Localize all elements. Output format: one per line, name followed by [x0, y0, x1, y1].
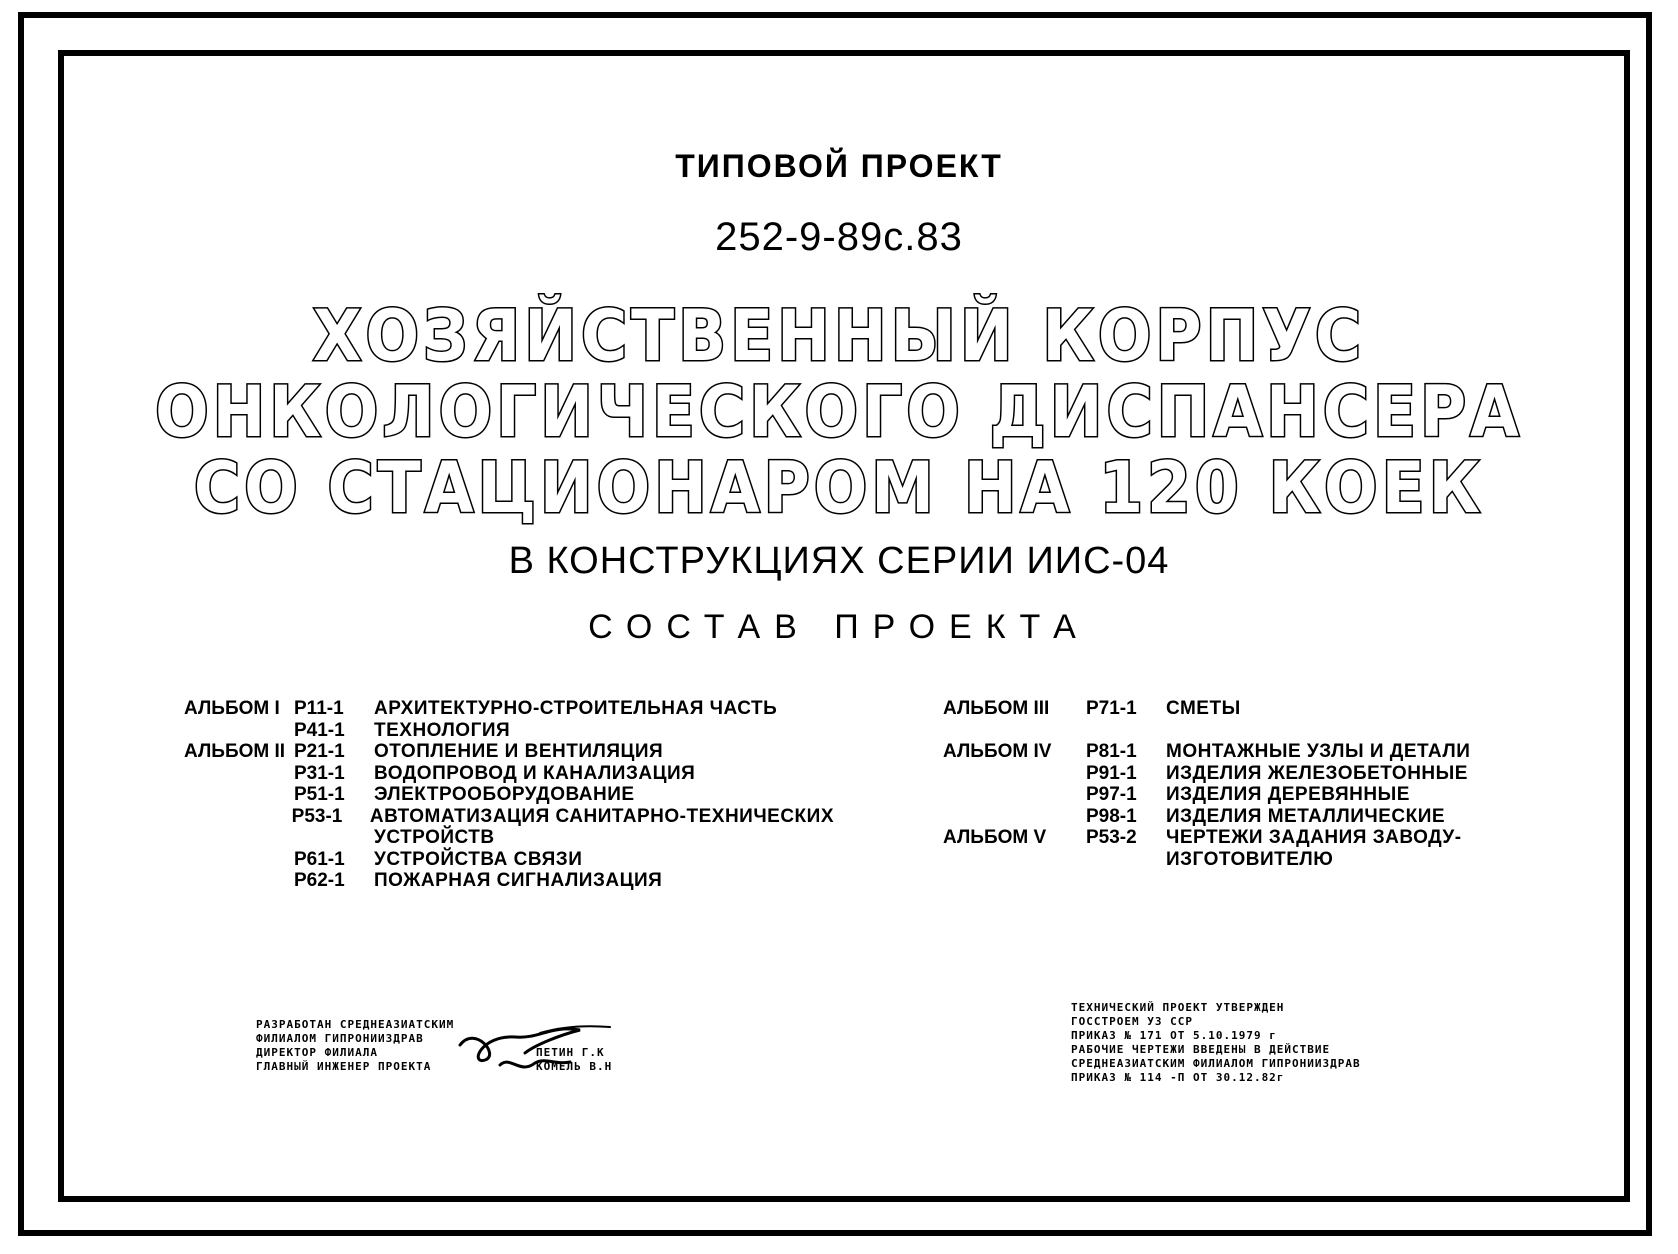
approval-line-2: ГОССТРОЕМ УЗ ССР [1071, 1015, 1193, 1028]
developer-line-2: ФИЛИАЛОМ ГИПРОНИИЗДРАВ [256, 1032, 424, 1045]
album-label [184, 763, 294, 785]
album-label [943, 763, 1086, 785]
list-item [943, 849, 1593, 871]
album-label: АЛЬБОМ II [184, 741, 286, 762]
section-code: Р97-1 [1086, 784, 1137, 805]
section-code: Р98-1 [1086, 805, 1137, 827]
title-line-2: ОНКОЛОГИЧЕСКОГО ДИСПАНСЕРА [155, 371, 1523, 453]
section-code: Р51-1 [294, 784, 345, 805]
section-code: Р53-2 [1086, 827, 1137, 848]
approval-line-6: ПРИКАЗ № 114 -П ОТ 30.12.82г [1071, 1071, 1285, 1084]
list-item [184, 698, 834, 720]
section-code: Р41-1 [294, 719, 345, 741]
list-item [943, 806, 1593, 828]
section-code: Р71-1 [1086, 698, 1137, 719]
approval-line-4: РАБОЧИЕ ЧЕРТЕЖИ ВВЕДЕНЫ В ДЕЙСТВИЕ [1071, 1043, 1331, 1056]
section-code: Р81-1 [1086, 741, 1137, 762]
chief-engineer-name: КОМЕЛЬ В.Н [536, 1060, 613, 1073]
section-description: ИЗГОТОВИТЕЛЮ [1166, 848, 1334, 870]
list-item [943, 784, 1593, 806]
list-item [184, 741, 834, 763]
album-label: АЛЬБОМ I [184, 698, 280, 719]
list-spacer [943, 720, 1593, 742]
section-description: ЧЕРТЕЖИ ЗАДАНИЯ ЗАВОДУ- [1166, 827, 1462, 848]
album-label [184, 806, 292, 828]
album-label: АЛЬБОМ V [943, 827, 1047, 848]
list-item [943, 827, 1593, 849]
list-item [943, 698, 1593, 720]
album-list-right [943, 698, 1593, 870]
section-code: Р61-1 [294, 848, 345, 870]
list-item [184, 849, 834, 871]
album-list-left [184, 698, 834, 892]
section-description: МОНТАЖНЫЕ УЗЛЫ И ДЕТАЛИ [1166, 741, 1471, 762]
approval-note [1071, 1001, 1361, 1085]
section-code: Р62-1 [294, 870, 345, 891]
section-description: АВТОМАТИЗАЦИЯ САНИТАРНО-ТЕХНИЧЕСКИХ [369, 805, 834, 827]
album-label [184, 784, 294, 806]
section-description: АРХИТЕКТУРНО-СТРОИТЕЛЬНАЯ ЧАСТЬ [374, 698, 778, 719]
list-item [184, 784, 834, 806]
section-code: Р31-1 [294, 762, 345, 784]
section-code: Р91-1 [1086, 762, 1137, 784]
section-description: ИЗДЕЛИЯ ЖЕЛЕЗОБЕТОННЫЕ [1166, 762, 1468, 784]
section-code [294, 827, 374, 849]
section-description: УСТРОЙСТВ [374, 827, 495, 848]
section-code: Р11-1 [294, 698, 344, 719]
album-label [943, 806, 1086, 828]
section-description: ПОЖАРНАЯ СИГНАЛИЗАЦИЯ [374, 870, 663, 891]
album-label [943, 849, 1086, 871]
album-label: АЛЬБОМ III [943, 698, 1050, 719]
project-number: 252-9-89с.83 [715, 215, 963, 259]
album-label [943, 784, 1086, 806]
album-label [184, 827, 294, 849]
list-item [184, 763, 834, 785]
section-description: СМЕТЫ [1166, 698, 1241, 719]
section-code: Р21-1 [294, 741, 345, 762]
section-description: ОТОПЛЕНИЕ И ВЕНТИЛЯЦИЯ [374, 741, 664, 762]
approval-line-3: ПРИКАЗ № 171 ОТ 5.10.1979 г [1071, 1029, 1277, 1042]
list-item [184, 870, 834, 892]
director-title: ДИРЕКТОР ФИЛИАЛА [256, 1046, 378, 1059]
approval-line-1: ТЕХНИЧЕСКИЙ ПРОЕКТ УТВЕРЖДЕН [1071, 1001, 1285, 1014]
main-title [0, 295, 1678, 529]
section-description: ИЗДЕЛИЯ МЕТАЛЛИЧЕСКИЕ [1166, 805, 1446, 827]
series-subtitle: В КОНСТРУКЦИЯХ СЕРИИ ИИС-04 [508, 540, 1170, 582]
list-item [184, 827, 834, 849]
section-description: ЭЛЕКТРООБОРУДОВАНИЕ [374, 784, 635, 805]
title-line-1: ХОЗЯЙСТВЕННЫЙ КОРПУС [312, 295, 1366, 377]
list-item [943, 763, 1593, 785]
list-item [184, 806, 834, 828]
album-label [184, 849, 294, 871]
album-label [184, 720, 294, 742]
album-label [184, 870, 294, 892]
approval-line-5: СРЕДНЕАЗИАТСКИМ ФИЛИАЛОМ ГИПРОНИИЗДРАВ [1071, 1057, 1361, 1070]
title-line-3: СО СТАЦИОНАРОМ НА 120 КОЕК [193, 447, 1485, 529]
developer-line-1: РАЗРАБОТАН СРЕДНЕАЗИАТСКИМ [256, 1018, 455, 1031]
handwritten-signature [440, 1015, 620, 1085]
list-item [943, 741, 1593, 763]
section-description: ВОДОПРОВОД И КАНАЛИЗАЦИЯ [374, 762, 696, 784]
list-item [184, 720, 834, 742]
director-name: ПЕТИН Г.К [536, 1046, 605, 1059]
section-description: ТЕХНОЛОГИЯ [374, 719, 511, 741]
section-description: ИЗДЕЛИЯ ДЕРЕВЯННЫЕ [1166, 784, 1410, 805]
chief-engineer-title: ГЛАВНЫЙ ИНЖЕНЕР ПРОЕКТА [256, 1060, 432, 1073]
section-code [1086, 849, 1166, 871]
album-label: АЛЬБОМ IV [943, 741, 1052, 762]
section-code: Р53-1 [291, 805, 343, 827]
composition-heading: СОСТАВ ПРОЕКТА [588, 608, 1090, 646]
section-description: УСТРОЙСТВА СВЯЗИ [374, 848, 583, 870]
project-type-label: ТИПОВОЙ ПРОЕКТ [675, 148, 1003, 184]
